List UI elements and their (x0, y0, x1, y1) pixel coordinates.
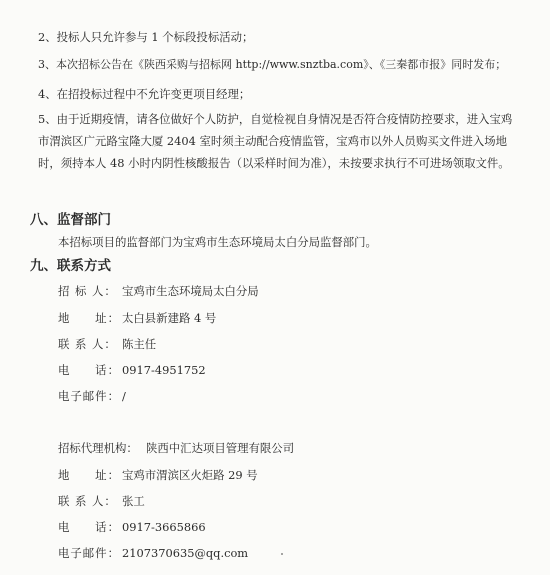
tenderer-email: / (122, 389, 126, 403)
item-4: 4、在招投标过程中不允许变更项目经理； (38, 87, 251, 101)
agency-phone: 0917-3665866 (122, 520, 206, 534)
tenderer-name-row (58, 284, 259, 298)
agency-email-label: 电子邮件： (58, 546, 120, 560)
agency-email-row (58, 546, 248, 560)
tenderer-email-row (58, 389, 126, 403)
tenderer-phone-row (58, 363, 206, 377)
agency-contact-label: 联 系 人： (58, 494, 117, 508)
tenderer-address-row (58, 311, 216, 325)
item-2: 2、投标人只允许参与 1 个标段投标活动； (38, 30, 254, 44)
tenderer-name: 宝鸡市生态环境局太白分局 (122, 284, 259, 298)
agency-name-row (58, 441, 294, 455)
agency-phone-row (58, 520, 206, 534)
tenderer-contact-label: 联 系 人： (58, 337, 117, 351)
section-9-heading: 九、联系方式 (30, 258, 111, 274)
tenderer-contact: 陈主任 (122, 337, 157, 351)
agency-name-label: 招标代理机构： (58, 441, 138, 455)
tenderer-email-label: 电子邮件： (58, 389, 120, 403)
section-8-heading: 八、监督部门 (30, 212, 111, 228)
tenderer-address-label: 地 址： (58, 311, 120, 325)
tenderer-address: 太白县新建路 4 号 (122, 311, 217, 325)
tenderer-contact-row (58, 337, 156, 351)
agency-contact-row (58, 494, 145, 508)
agency-name: 陕西中汇达项目管理有限公司 (146, 441, 295, 455)
item-3: 3、本次招标公告在《陕西采购与招标网 http://www.snztba.com》、《三秦都市报》同时发布； (38, 58, 507, 71)
tenderer-phone-label: 电 话： (58, 363, 120, 377)
agency-address: 宝鸡市渭滨区火炬路 29 号 (122, 468, 258, 482)
tenderer-phone: 0917-4951752 (122, 363, 206, 377)
section-8-text: 本招标项目的监督部门为宝鸡市生态环境局太白分局监督部门。 (58, 235, 377, 249)
agency-contact: 张工 (122, 494, 145, 508)
item-5: 5、由于近期疫情，请各位做好个人防护，自觉检视自身情况是否符合疫情防控要求，进入宝鸡市渭滨区广元路宝隆大厦 2404 室时须主动配合疫情监管，宝鸡市以外人员购买文件进入场地时，须持本人 48 小时内阴性核酸报告（以采样时间为准），未按要求执行不可进场领取文件。 (38, 112, 513, 170)
agency-address-label: 地 址： (58, 468, 120, 482)
scan-speck (281, 553, 283, 555)
agency-email: 2107370635@qq.com (122, 546, 249, 560)
agency-address-row (58, 468, 258, 482)
agency-phone-label: 电 话： (58, 520, 120, 534)
tenderer-name-label: 招 标 人： (58, 284, 117, 298)
